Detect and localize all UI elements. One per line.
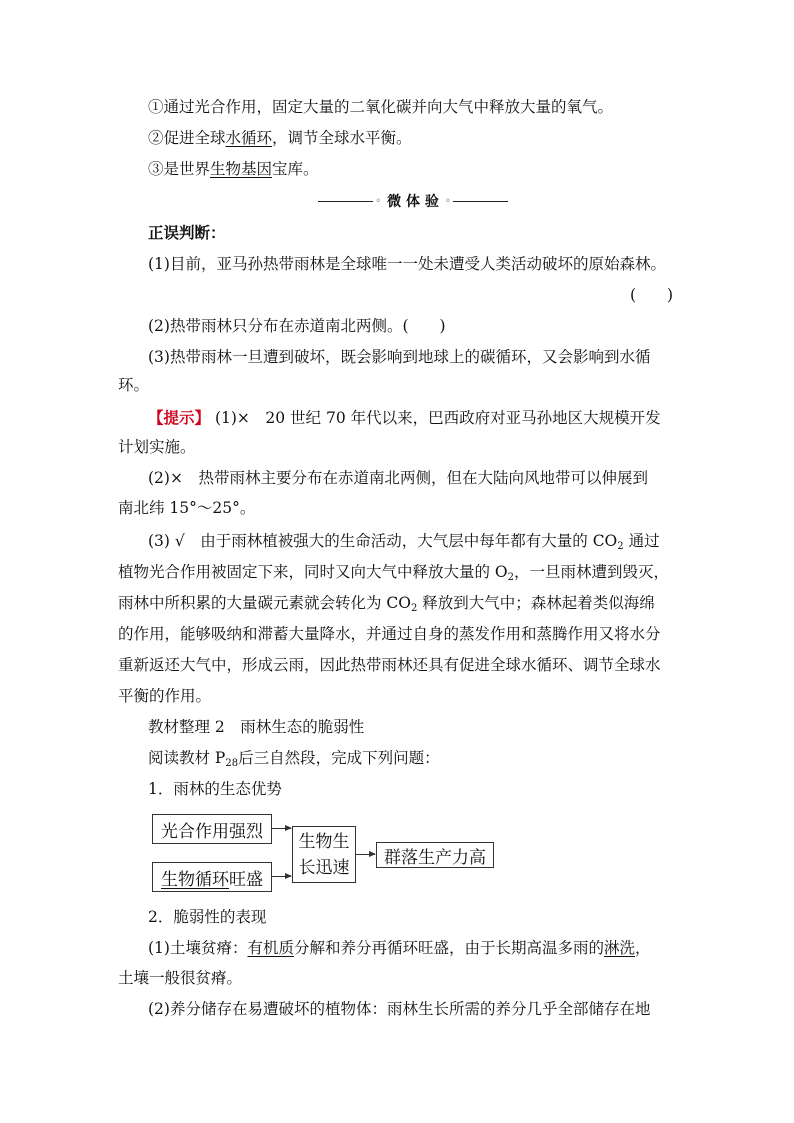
question-3-line2: 环。 [118,376,150,394]
f2-pre: ②促进全球 [148,129,226,147]
a3a-sub: 2 [617,541,624,552]
hint-answer-1 [148,407,661,429]
hint-a3-line2 [118,561,669,589]
divider-dot-right: ◦ [444,195,451,207]
section2-read [148,747,440,775]
p1a-pre: (1)土壤贫瘠： [148,939,248,957]
section2-heading-2: 2．脆弱性的表现 [148,908,267,926]
question-1-paren: ( ) [630,286,674,304]
divider-dot-left: ◦ [375,195,382,207]
section2-title: 教材整理 2 雨林生态的脆弱性 [148,718,365,736]
box-fast-growth-line2: 长迅速 [298,857,350,878]
function-1: ①通过光合作用，固定大量的二氧化碳并向大气中释放大量的氧气。 [148,98,614,116]
hint-a3-line4: 的作用，能够吸纳和滞蓄大量降水，并通过自身的蒸发作用和蒸腾作用又将水分 [118,625,661,643]
box-fast-growth-line1: 生物生 [298,831,350,852]
a3a-pre: (3) √ 由于雨林植被强大的生命活动，大气层中每年都有大量的 CO [148,532,618,550]
box-biocycle-post: 旺盛 [229,869,263,890]
leaching-underlined: 淋洗 [604,939,636,957]
divider-rule-left [318,201,373,202]
hint-a3-line3 [118,592,655,620]
divider-rule-right [453,201,508,202]
read-pre: 阅读教材 P [148,749,226,767]
f3-post: 宝库。 [272,160,319,178]
function-3 [148,158,319,180]
question-1: (1)目前，亚马孙热带雨林是全球唯一一处未遭受人类活动破坏的原始森林。 [148,255,666,273]
box-fast-growth [292,826,356,883]
a3c-post: 释放到大气中；森林起着类似海绵 [417,594,655,612]
a3c-pre: 雨林中所积累的大量碳元素就会转化为 CO [118,594,411,612]
judge-title: 正误判断： [148,223,226,242]
question-3-line1: (3)热带雨林一旦遭到破坏，既会影响到地球上的碳循环，又会影响到水循 [148,348,651,366]
micro-experience-divider [318,190,508,212]
arrow-right-2 [271,876,291,877]
fragility-point-1 [148,937,651,959]
hint-a2-line1: (2)× 热带雨林主要分布在赤道南北两侧，但在大陆向风地带可以伸展到 [148,469,648,487]
hint-a3-line5: 重新返还大气中，形成云雨，因此热带雨林还具有促进全球水循环、调节全球水 [118,656,661,674]
f3-pre: ③是世界 [148,160,211,178]
section2-heading-1: 1．雨林的生态优势 [148,780,282,798]
p1a-mid: 分解和养分再循环旺盛，由于长期高温多雨的 [293,939,604,957]
fragility-point-1-line2: 土壤一般很贫瘠。 [118,969,243,987]
f2-post: ，调节全球水平衡。 [272,129,412,147]
box-photosynthesis: 光合作用强烈 [152,814,272,844]
water-cycle-underlined: 水循环 [225,129,273,147]
p1a-post: ， [635,939,651,957]
fragility-point-2: (2)养分储存在易遭破坏的植物体：雨林生长所需的养分几乎全部储存在地 [148,1000,651,1018]
read-sub: 28 [225,758,239,769]
box-biocycle-underlined: 生物循环 [161,869,229,890]
box-productivity: 群落生产力高 [376,842,494,868]
a3b-post: ，一旦雨林遭到毁灭， [514,563,670,581]
divider-title: 微 体 验 [387,194,439,210]
function-2 [148,127,412,149]
organic-matter-underlined: 有机质 [247,939,294,957]
arrow-right-1 [271,828,291,829]
a3b-pre: 植物光合作用被固定下来，同时又向大气中释放大量的 O [118,563,508,581]
arrow-right-3 [355,854,375,855]
a3a-post: 通过 [623,532,660,550]
read-post: 后三自然段，完成下列问题： [238,749,440,767]
gene-underlined: 生物基因 [210,160,273,178]
a3b-sub: 2 [507,572,515,583]
hint-a3-line6: 平衡的作用。 [118,687,212,705]
hint-a1-line2: 计划实施。 [118,438,196,456]
a3c-sub: 2 [411,603,418,614]
question-2: (2)热带雨林只分布在赤道南北两侧。( ) [148,317,446,335]
hint-a1-line1: (1)× 20 世纪 70 年代以来，巴西政府对亚马孙地区大规模开发 [214,409,661,427]
hint-a2-line2: 南北纬 15°～25°。 [118,499,256,517]
hint-label: 【提示】 [148,408,211,427]
hint-a3-line1 [148,530,660,558]
box-biocycle [152,862,272,892]
